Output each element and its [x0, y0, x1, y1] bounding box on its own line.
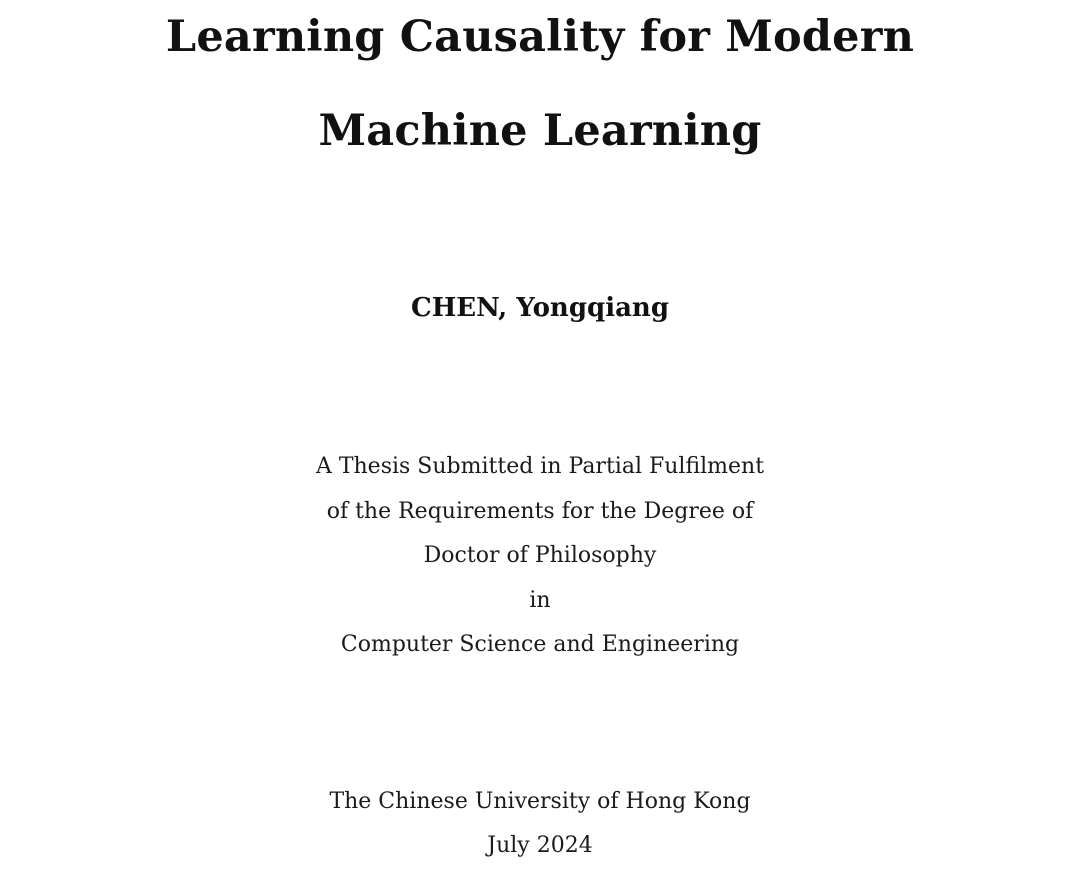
statement-line-2: of the Requirements for the Degree of: [326, 499, 754, 524]
author-name: CHEN, Yongqiang: [411, 293, 669, 323]
submission-date: July 2024: [487, 833, 593, 858]
statement-in: in: [529, 588, 551, 613]
statement-degree: Doctor of Philosophy: [423, 543, 657, 568]
statement-field: Computer Science and Engineering: [340, 632, 740, 657]
thesis-title-line-2: Machine Learning: [318, 106, 762, 156]
thesis-title-line-1: Learning Causality for Modern: [165, 12, 915, 62]
institution-name: The Chinese University of Hong Kong: [329, 789, 751, 814]
statement-line-1: A Thesis Submitted in Partial Fulfilment: [315, 454, 765, 479]
